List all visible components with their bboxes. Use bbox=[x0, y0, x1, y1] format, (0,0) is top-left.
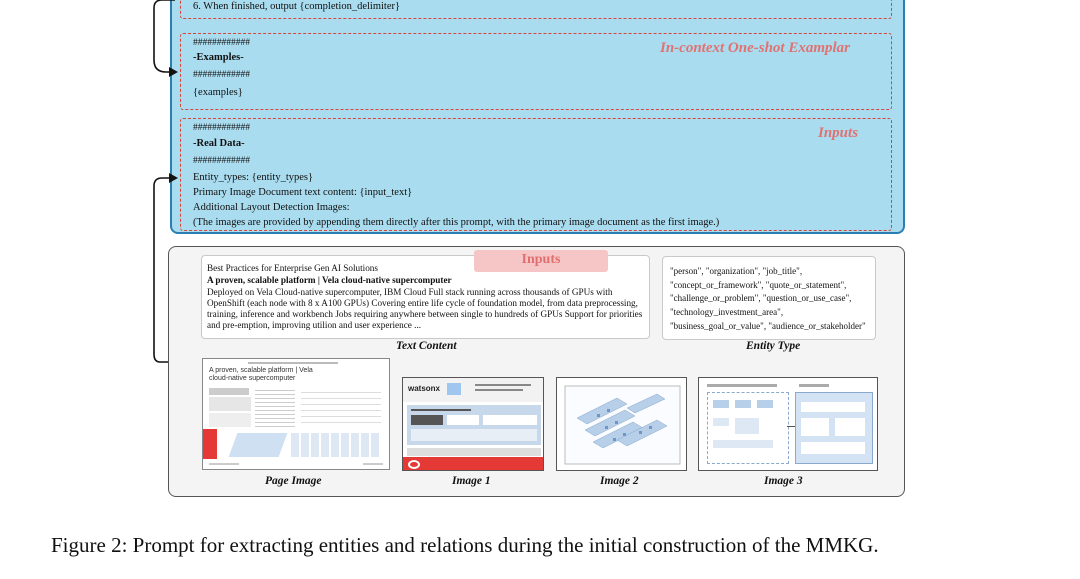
entity-line-4: "technology_investment_area", bbox=[670, 307, 784, 317]
text-content-label: Text Content bbox=[396, 340, 457, 352]
examples-hash-top: ############ bbox=[193, 38, 250, 48]
image-3-thumbnail bbox=[698, 377, 878, 471]
examples-arrowhead-icon bbox=[169, 67, 178, 77]
inputs-hash-bottom: ############ bbox=[193, 156, 250, 166]
examples-hash-bottom: ############ bbox=[193, 70, 250, 80]
figure-caption: Figure 2: Prompt for extracting entities and relations during the initial construction of the MMKG. bbox=[51, 533, 879, 557]
entity-line-2: "concept_or_framework", "quote_or_statement", bbox=[670, 280, 847, 290]
images-note-line: (The images are provided by appending them directly after this prompt, with the primary image document as the first image.) bbox=[193, 217, 720, 228]
entity-line-5: "business_goal_or_value", "audience_or_stakeholder" bbox=[670, 321, 866, 331]
text-line-6: and pre-emption, improving utilion and user experience ... bbox=[207, 320, 422, 330]
completion-instruction: 6. When finished, output {completion_delimiter} bbox=[193, 1, 401, 12]
text-line-1: Best Practices for Enterprise Gen AI Solutions bbox=[207, 263, 378, 273]
image-2-label: Image 2 bbox=[600, 475, 639, 487]
image-3-label: Image 3 bbox=[764, 475, 803, 487]
entity-line-1: "person", "organization", "job_title", bbox=[670, 266, 803, 276]
inputs-arrowhead-icon bbox=[169, 173, 178, 183]
image-1-thumbnail bbox=[402, 377, 544, 471]
entity-line-3: "challenge_or_problem", "question_or_use_case", bbox=[670, 293, 852, 303]
text-line-3: Deployed on Vela Cloud-native supercomputer, IBM Cloud Full stack running across thousands of GPUs with bbox=[207, 287, 613, 297]
page-image-label: Page Image bbox=[265, 475, 322, 487]
examples-arrow-line bbox=[154, 0, 175, 72]
entity-types-line: Entity_types: {entity_types} bbox=[193, 172, 314, 183]
image-1-brand: watsonx bbox=[408, 384, 441, 393]
examples-section-title: In-context One-shot Examplar bbox=[660, 40, 851, 56]
examples-placeholder: {examples} bbox=[193, 87, 243, 98]
layout-images-line: Additional Layout Detection Images: bbox=[193, 202, 350, 213]
text-line-4: OpenShift (each node with 8 x A100 GPUs) Covering entire life cycle of foundation model, from data preprocessing, bbox=[207, 298, 638, 308]
entity-type-label: Entity Type bbox=[746, 340, 801, 352]
inputs-section-title: Inputs bbox=[818, 125, 859, 141]
image-1-label: Image 1 bbox=[452, 475, 491, 487]
real-data-header: -Real Data- bbox=[193, 138, 245, 149]
text-line-5: training, inference and workbench Jobs requiring anywhere between single to hundreds of GPUs Support for priorities bbox=[207, 309, 643, 319]
datacenter-illustration bbox=[557, 378, 687, 471]
text-line-2: A proven, scalable platform | Vela cloud-native supercomputer bbox=[207, 275, 452, 285]
inputs-hash-top: ############ bbox=[193, 123, 250, 133]
image-2-thumbnail bbox=[556, 377, 687, 471]
page-image-heading: A proven, scalable platform | Vela cloud-native supercomputer bbox=[209, 367, 313, 382]
input-text-line: Primary Image Document text content: {input_text} bbox=[193, 187, 413, 198]
inputs-tag: Inputs bbox=[474, 250, 608, 272]
examples-header: -Examples- bbox=[193, 52, 244, 63]
page-image-thumbnail bbox=[202, 358, 390, 470]
